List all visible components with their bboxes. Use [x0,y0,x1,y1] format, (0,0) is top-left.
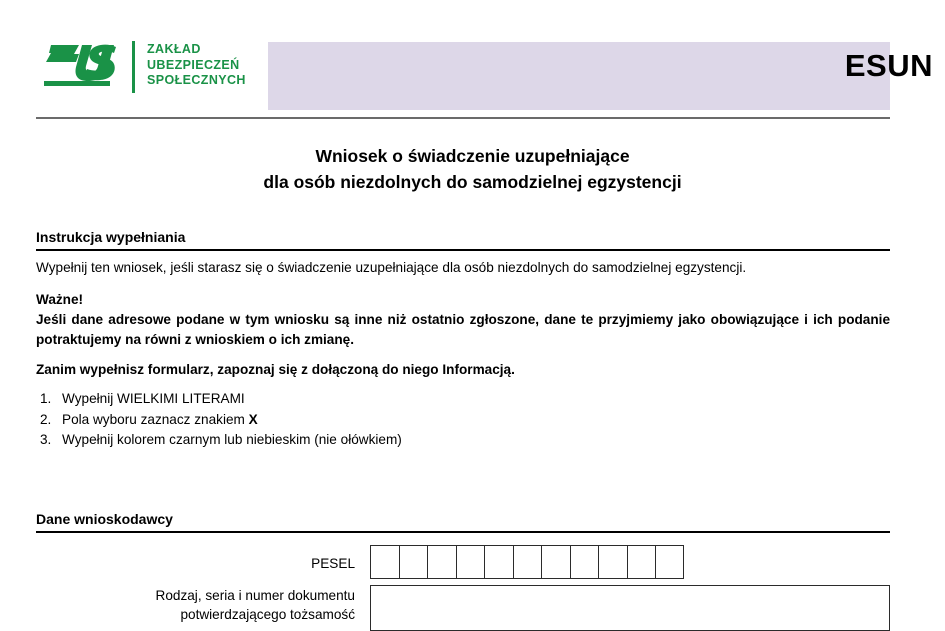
pesel-field-row [36,545,890,581]
instructions-heading-rule [36,249,890,251]
pesel-cell[interactable] [598,545,627,579]
pesel-input[interactable] [370,545,684,579]
id-document-label-line-1: Rodzaj, seria i numer dokumentu [155,588,355,603]
step-number: 2. [40,411,52,427]
important-label: Ważne! [36,292,84,307]
id-document-label [36,586,355,624]
step-text: Pola wyboru zaznacz znakiem [62,411,249,427]
important-text: Jeśli dane adresowe podane w tym wniosku są inne niż ostatnio zgłoszone, dane te przyjmiemy jako obowiązujące i ich podanie potraktujemy na równi z wnioskiem o ich zmianę. [36,312,890,347]
zus-logo-icon [38,40,120,90]
instructions-heading-text: Instrukcja wypełniania [36,229,186,245]
pesel-cell[interactable] [484,545,513,579]
institution-name [147,40,246,89]
institution-line-3: SPOŁECZNYCH [147,73,246,87]
page-title-line-2: dla osób niezdolnych do samodzielnej egzystencji [263,172,682,192]
form-header [0,0,945,120]
instructions-intro: Wypełnij ten wniosek, jeśli starasz się o świadczenie uzupełniające dla osób niezdolnych do samodzielnej egzystencji. [36,260,747,275]
instructions-heading [36,229,890,251]
instruction-steps [36,389,636,451]
institution-line-2: UBEZPIECZEŃ [147,57,240,72]
step-emphasis: X [248,411,258,427]
step-number: 3. [40,432,52,447]
institution-line-1: ZAKŁAD [147,42,201,56]
id-document-input[interactable] [370,585,890,631]
step-text: Wypełnij kolorem czarnym lub niebieskim (nie ołówkiem) [62,432,402,447]
page-title-line-1: Wniosek o świadczenie uzupełniające [315,146,630,166]
pesel-cell[interactable] [456,545,485,579]
pesel-cell[interactable] [570,545,599,579]
id-document-field-row [36,585,890,622]
id-document-label-line-2: potwierdzającego tożsamość [180,607,355,622]
form-code-band [268,42,890,110]
zus-logo-block [38,40,246,93]
pesel-cell[interactable] [655,545,684,579]
pesel-cell[interactable] [513,545,542,579]
step-number: 1. [40,391,52,406]
instruction-step [36,410,636,431]
logo-divider [132,41,135,93]
pesel-label: PESEL [311,556,355,571]
before-filling-notice: Zanim wypełnisz formularz, zapoznaj się z dołączoną do niego Informacją. [36,362,515,377]
important-notice [36,290,890,350]
pesel-cell[interactable] [541,545,570,579]
header-divider [36,117,890,119]
applicant-section-heading-text: Dane wnioskodawcy [36,511,173,527]
step-text: Wypełnij WIELKIMI LITERAMI [62,391,245,406]
pesel-cell[interactable] [627,545,656,579]
applicant-section-heading-rule [36,531,890,533]
applicant-section-heading [36,511,890,533]
pesel-cell[interactable] [399,545,428,579]
pesel-cell[interactable] [370,545,399,579]
instruction-step [36,389,636,410]
pesel-cell[interactable] [427,545,456,579]
instruction-step [36,430,636,451]
form-code: ESUN [844,48,933,83]
page-title [0,143,945,195]
